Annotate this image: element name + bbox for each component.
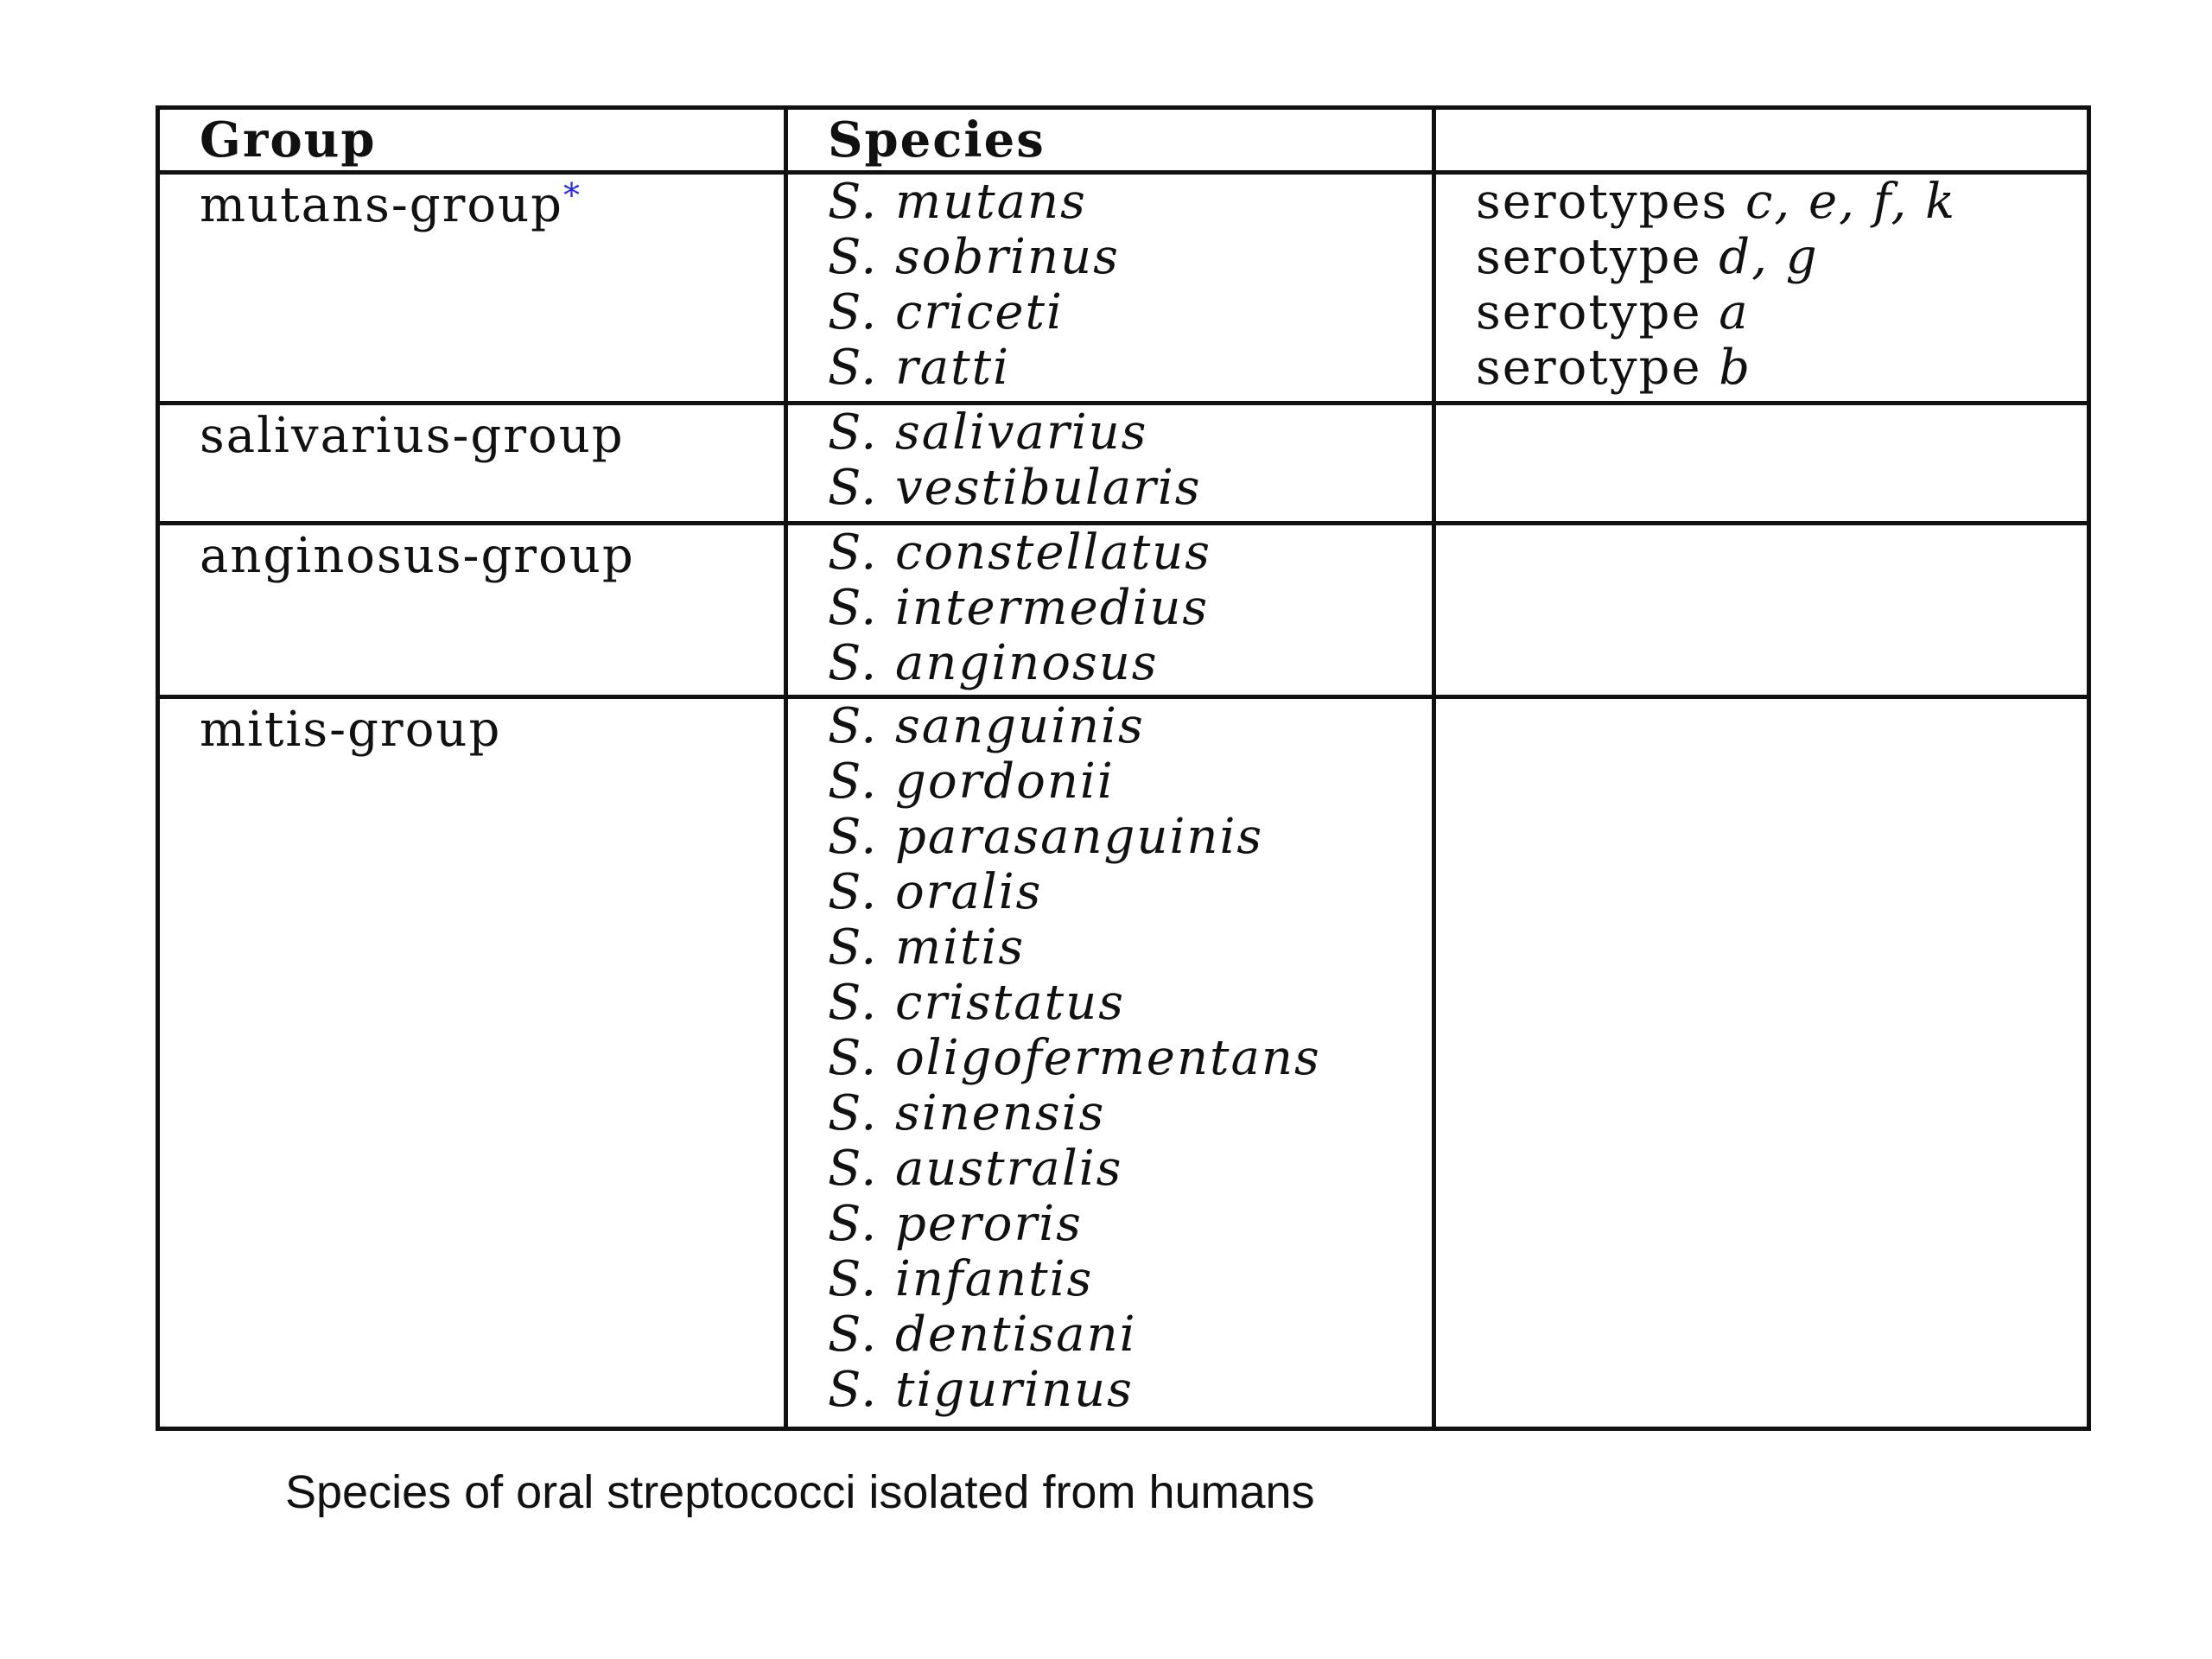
group-name: mitis-group [200, 702, 502, 758]
serotype-prefix: serotype [1476, 340, 1719, 396]
serotype-prefix: serotypes [1476, 174, 1746, 230]
serotype-line [1476, 175, 2087, 230]
species-cell [786, 697, 1434, 1429]
table-header-row [158, 108, 2089, 173]
serotype-line [1476, 340, 2087, 396]
species-name: S. mitis [828, 919, 1026, 976]
species-cell [786, 173, 1434, 404]
species-name: S. constellatus [828, 524, 1212, 581]
group-cell [158, 173, 786, 404]
group-cell [158, 524, 786, 697]
group-name: salivarius-group [200, 408, 625, 464]
serotype-value: a [1719, 284, 1750, 340]
serotype-value: c, e, f, k [1745, 174, 1957, 230]
species-name: S. cristatus [828, 975, 1125, 1031]
serotype-prefix: serotype [1476, 229, 1719, 285]
species-name: S. sinensis [828, 1085, 1106, 1141]
species-name: S. dentisani [828, 1306, 1137, 1363]
species-name: S. peroris [828, 1196, 1083, 1252]
table-row-mutans [158, 173, 2089, 404]
species-name: S. oralis [828, 864, 1043, 920]
table-row-salivarius [158, 404, 2089, 524]
group-name: anginosus-group [200, 528, 635, 584]
species-name: S. criceti [828, 284, 1064, 340]
species-name: S. intermedius [828, 580, 1210, 636]
streptococci-table [156, 105, 2091, 1431]
serotype-value: b [1719, 340, 1752, 396]
species-name: S. oligofermentans [828, 1030, 1321, 1086]
serotype-cell [1434, 524, 2089, 697]
serotype-prefix: serotype [1476, 284, 1719, 340]
table-row-anginosus [158, 524, 2089, 697]
header-group: Group [158, 108, 786, 173]
serotype-cell [1434, 173, 2089, 404]
group-cell [158, 697, 786, 1429]
table-row-mitis [158, 697, 2089, 1429]
header-serotype [1434, 108, 2089, 173]
footnote-marker: * [563, 176, 582, 214]
species-name: S. tigurinus [828, 1362, 1134, 1418]
species-cell [786, 524, 1434, 697]
species-name: S. parasanguinis [828, 809, 1264, 865]
serotype-cell [1434, 404, 2089, 524]
species-name: S. sanguinis [828, 698, 1145, 754]
serotype-line [1476, 230, 2087, 285]
species-name: S. gordonii [828, 753, 1115, 810]
species-name: S. sobrinus [828, 229, 1120, 285]
serotype-value: d, g [1719, 229, 1819, 285]
group-name: mutans-group [200, 177, 564, 233]
serotype-cell [1434, 697, 2089, 1429]
header-species: Species [786, 108, 1434, 173]
species-name: S. salivarius [828, 404, 1148, 461]
species-name: S. ratti [828, 340, 1011, 396]
species-name: S. infantis [828, 1251, 1094, 1307]
species-name: S. vestibularis [828, 460, 1202, 516]
species-cell [786, 404, 1434, 524]
serotype-line [1476, 285, 2087, 340]
slide-caption: Species of oral streptococci isolated from humans [285, 1466, 1315, 1518]
group-cell [158, 404, 786, 524]
species-name: S. anginosus [828, 635, 1159, 691]
species-name: S. mutans [828, 174, 1087, 230]
species-name: S. australis [828, 1141, 1123, 1197]
